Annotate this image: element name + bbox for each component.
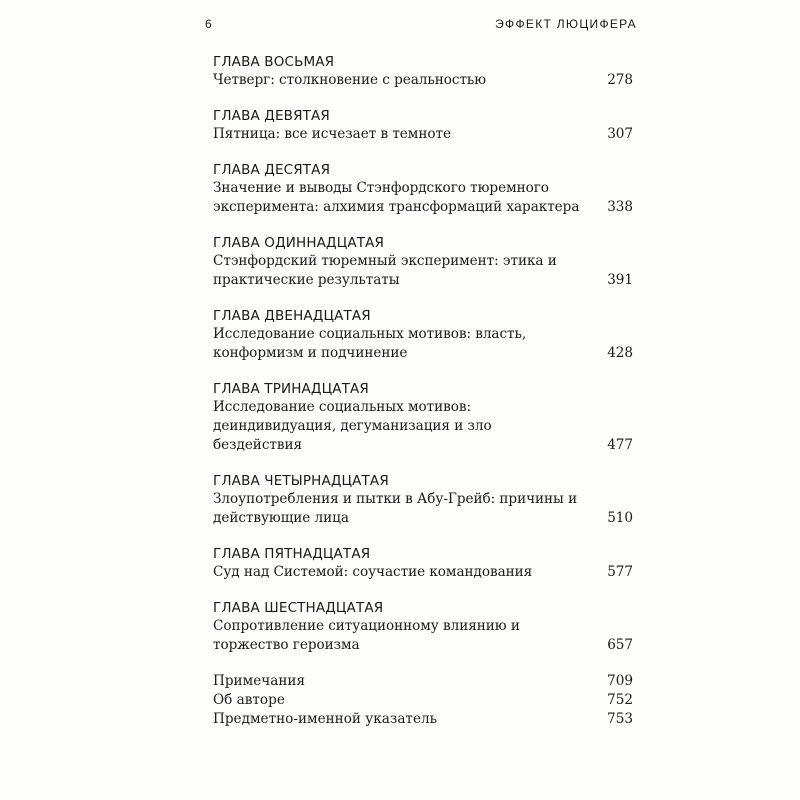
toc-entry[interactable] [213,252,633,290]
running-head [205,17,637,33]
entry-page-number: 752 [607,692,633,708]
chapter-label: ГЛАВА ШЕСТНАДЦАТАЯ [213,600,384,616]
chapter-label: ГЛАВА ДВЕНАДЦАТАЯ [213,308,371,324]
toc-chapter [213,161,633,217]
toc-entry[interactable] [213,325,633,363]
back-matter-item[interactable] [213,672,633,691]
entry-title: Исследование социальных мотивов: деиндивидуация, дегуманизация и зло бездействия [213,399,492,453]
entry-page-number: 428 [607,345,633,361]
entry-title: Стэнфордский тюремный эксперимент: этика и практические результаты [213,253,557,288]
entry-page-number: 278 [607,72,633,88]
toc-entry[interactable] [213,179,633,217]
chapter-label: ГЛАВА ОДИННАДЦАТАЯ [213,235,385,251]
entry-page-number: 391 [607,272,633,288]
entry-title: Исследование социальных мотивов: власть, конформизм и подчинение [213,326,527,361]
toc-chapter [213,53,633,90]
toc-chapter [213,599,633,655]
entry-title: Четверг: столкновение с реальностью [213,72,487,88]
entry-title: Примечания [213,673,306,689]
table-of-contents [213,53,633,729]
toc-chapter [213,307,633,363]
toc-chapter [213,107,633,144]
toc-entry[interactable] [213,563,633,582]
toc-chapter [213,234,633,290]
entry-page-number: 338 [607,199,633,215]
toc-chapter [213,380,633,455]
chapter-label: ГЛАВА ВОСЬМАЯ [213,54,335,70]
toc-entry[interactable] [213,125,633,144]
entry-title: Пятница: все исчезает в темноте [213,126,451,142]
back-matter-item[interactable] [213,710,633,729]
entry-page-number: 657 [607,637,633,653]
entry-title: Суд над Системой: соучастие командования [213,564,533,580]
chapter-label: ГЛАВА ДЕСЯТАЯ [213,162,331,178]
chapter-label: ГЛАВА ТРИНАДЦАТАЯ [213,381,369,397]
entry-title: Сопротивление ситуационному влиянию и торжество героизма [213,618,520,653]
entry-page-number: 477 [607,437,633,453]
toc-entry[interactable] [213,617,633,655]
entry-page-number: 709 [607,673,633,689]
back-matter-item[interactable] [213,691,633,710]
entry-page-number: 577 [607,564,633,580]
toc-chapter [213,545,633,582]
entry-title: Значение и выводы Стэнфордского тюремного эксперимента: алхимия трансформаций характера [213,180,580,215]
toc-chapter [213,472,633,528]
entry-page-number: 510 [607,510,633,526]
chapter-label: ГЛАВА ПЯТНАДЦАТАЯ [213,546,371,562]
entry-page-number: 307 [607,126,633,142]
chapter-label: ГЛАВА ЧЕТЫРНАДЦАТАЯ [213,473,389,489]
toc-entry[interactable] [213,71,633,90]
toc-entry[interactable] [213,398,633,455]
page-number: 6 [205,17,213,31]
chapter-label: ГЛАВА ДЕВЯТАЯ [213,108,330,124]
entry-page-number: 753 [607,711,633,727]
entry-title: Об авторе [213,692,285,708]
toc-entry[interactable] [213,490,633,528]
entry-title: Злоупотребления и пытки в Абу-Грейб: причины и действующие лица [213,491,578,526]
back-matter-list [213,672,633,729]
entry-title: Предметно-именной указатель [213,711,438,727]
book-title: ЭФФЕКТ ЛЮЦИФЕРА [495,17,637,31]
